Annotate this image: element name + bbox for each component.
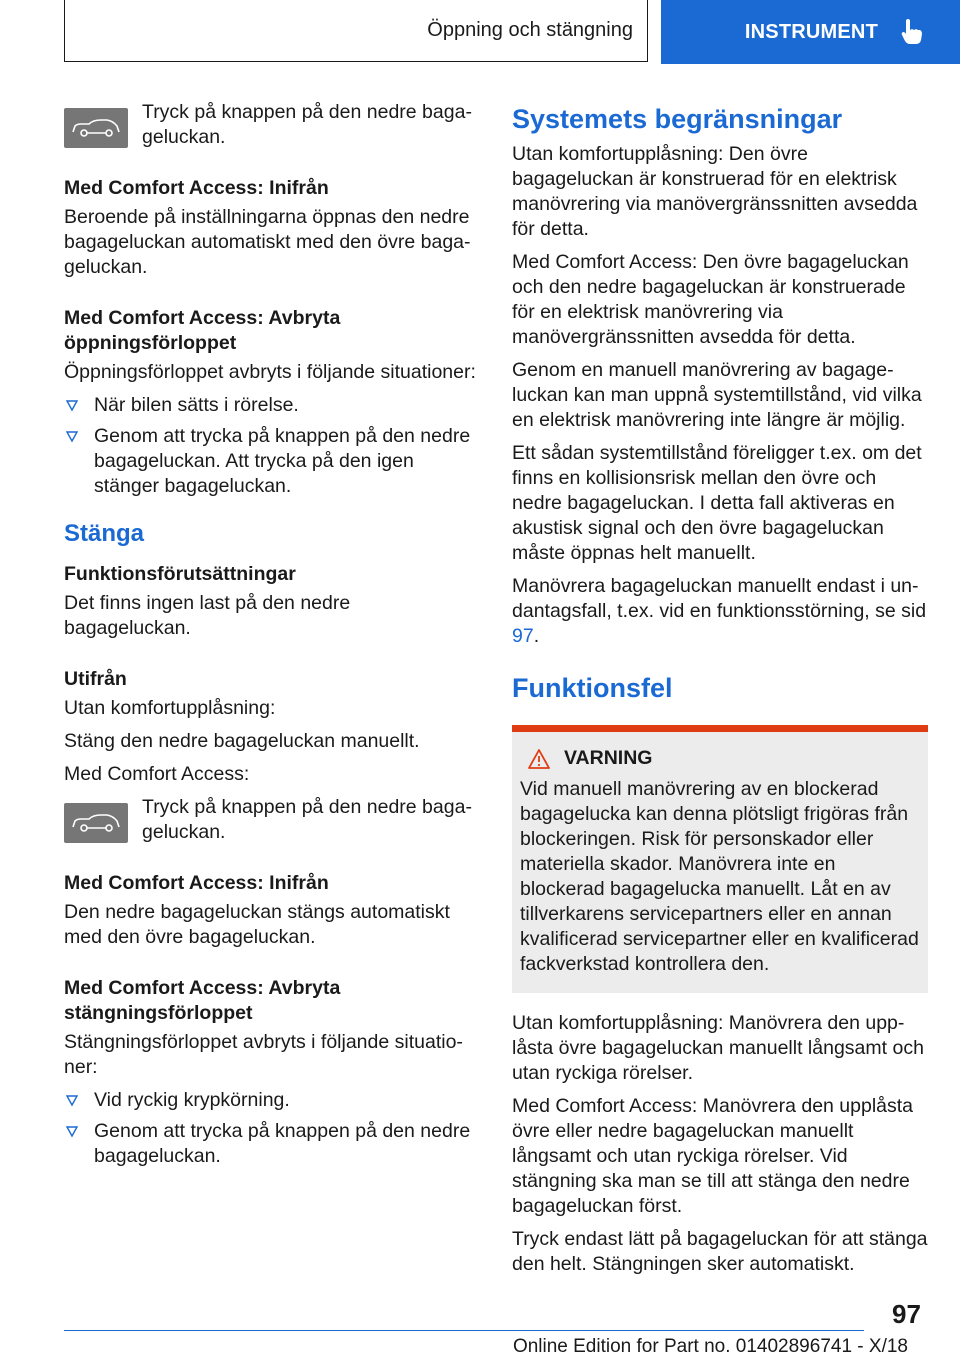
- page-reference-link[interactable]: 97: [512, 625, 534, 647]
- section-title: Öppning och stängning: [427, 19, 633, 41]
- open-button-instruction: [64, 100, 476, 150]
- triangle-bullet-icon: [66, 431, 78, 443]
- abort-close-text: Stängningsförloppet avbryts i följande situationer:: [64, 1031, 463, 1078]
- edition-footer: Online Edition for Part no. 01402896741 - X/18: [512, 1336, 908, 1357]
- open-button-text: Tryck på knappen på den nedre bagageluckan.: [142, 101, 472, 148]
- abort-open-heading: Med Comfort Access: Avbryta öppningsförloppet: [64, 307, 341, 354]
- limits-paragraph-2: Med Comfort Access: Den övre bagageluckan och den nedre bagageluckan är konstruerade för en elektrisk manövrering via manövergränssnitten avsedda för detta.: [512, 251, 909, 348]
- warning-box: [512, 725, 928, 993]
- limits-paragraph-3: Genom en manuell manövrering av bagageluckan kan man uppnå systemtillstånd, vid vilka en elektrisk manövrering inte längre är möjlig.: [512, 359, 922, 431]
- list-item: När bilen sätts i rörelse.: [64, 393, 476, 418]
- limits-paragraph-1: Utan komfortupplåsning: Den övre bagageluckan är konstruerad för en elektrisk manövrering via manövergränssnitten avsedda för detta.: [512, 143, 918, 240]
- abort-open-text: Öppningsförloppet avbryts i följande situationer:: [64, 361, 476, 383]
- triangle-bullet-icon: [66, 400, 78, 412]
- inside-close-text: Den nedre bagageluckan stängs automatiskt med den övre bagageluckan.: [64, 901, 450, 948]
- warning-text: Vid manuell manövrering av en blockerad bagagelucka kan denna plötsligt frigöras från blockeringen. Risk för personskador eller materiella skador. Manövrera inte en blockerad bagagelucka manuellt. Låt en av tillverkarens servicepartners eller en annan kvalificerad servicepartner eller en kvalificerad fackverkstad kontrollera den.: [520, 778, 919, 975]
- section-tab: [64, 0, 648, 62]
- close-button-instruction: [64, 795, 476, 845]
- outside-text-1: Utan komfortupplåsning:: [64, 697, 276, 719]
- fault-paragraph-3: Tryck endast lätt på bagageluckan för att stänga den helt. Stängningen sker automatiskt.: [512, 1228, 928, 1275]
- fault-paragraph-1: Utan komfortupplåsning: Manövrera den upplåsta övre bagageluckan manuellt långsamt och utan ryckiga rörelser.: [512, 1012, 924, 1084]
- list-item: Vid ryckig krypkörning.: [64, 1088, 476, 1113]
- chapter-tab: [661, 0, 960, 64]
- fault-paragraph-2: Med Comfort Access: Manövrera den upplåsta övre eller nedre bagageluckan manuellt långsamt och utan ryckiga rörelser. Vid stängning ska man se till att stänga den nedre bagageluckan först.: [512, 1095, 914, 1217]
- prerequisites-heading: Funktionsförutsättningar: [64, 563, 296, 585]
- limits-heading: Systemets begränsningar: [512, 104, 843, 134]
- right-column: [512, 100, 928, 1285]
- car-tailgate-button-icon: [64, 108, 128, 148]
- list-item: Genom att trycka på knappen på den nedre bagageluckan.: [64, 1119, 476, 1169]
- chapter-title: INSTRUMENT: [744, 20, 878, 43]
- warning-triangle-icon: [528, 749, 550, 769]
- triangle-bullet-icon: [66, 1126, 78, 1138]
- inside-open-text: Beroende på inställningarna öppnas den nedre bagageluckan automatiskt med den övre bagageluckan.: [64, 206, 471, 278]
- abort-close-heading: Med Comfort Access: Avbryta stängningsförloppet: [64, 977, 341, 1024]
- outside-text-2: Stäng den nedre bagageluckan manuellt.: [64, 730, 420, 752]
- page-number: 97: [892, 1299, 921, 1329]
- inside-open-heading: Med Comfort Access: Inifrån: [64, 177, 329, 199]
- triangle-bullet-icon: [66, 1095, 78, 1107]
- car-tailgate-button-icon: [64, 803, 128, 843]
- warning-title: [522, 746, 920, 771]
- pointing-hand-icon: [900, 18, 924, 46]
- footer-divider: [64, 1330, 864, 1331]
- outside-text-3: Med Comfort Access:: [64, 763, 250, 785]
- left-column: [64, 100, 476, 1177]
- inside-close-heading: Med Comfort Access: Inifrån: [64, 872, 329, 894]
- abort-close-list: [64, 1088, 476, 1169]
- prerequisites-text: Det finns ingen last på den nedre bagageluckan.: [64, 592, 351, 639]
- warning-label: VARNING: [564, 747, 653, 769]
- list-item: Genom att trycka på knappen på den nedre bagageluckan. Att trycka på den igen stänger bagageluckan.: [64, 424, 476, 499]
- limits-paragraph-4: Ett sådan systemtillstånd föreligger t.ex. om det finns en kollisionsrisk mellan den övre och nedre bagageluckan. I detta fall aktiveras en akustisk signal och den övre bagageluckan måste öppnas helt manuellt.: [512, 442, 922, 564]
- outside-heading: Utifrån: [64, 668, 127, 690]
- abort-open-list: [64, 393, 476, 499]
- close-button-text: Tryck på knappen på den nedre bagageluckan.: [142, 796, 472, 843]
- page-header: [0, 0, 960, 66]
- fault-heading: Funktionsfel: [512, 673, 673, 703]
- close-section-heading: Stänga: [64, 520, 145, 547]
- limits-paragraph-5: Manövrera bagageluckan manuellt endast i undantagsfall, t.ex. vid en funktionsstörning, se sid 97.: [512, 575, 927, 647]
